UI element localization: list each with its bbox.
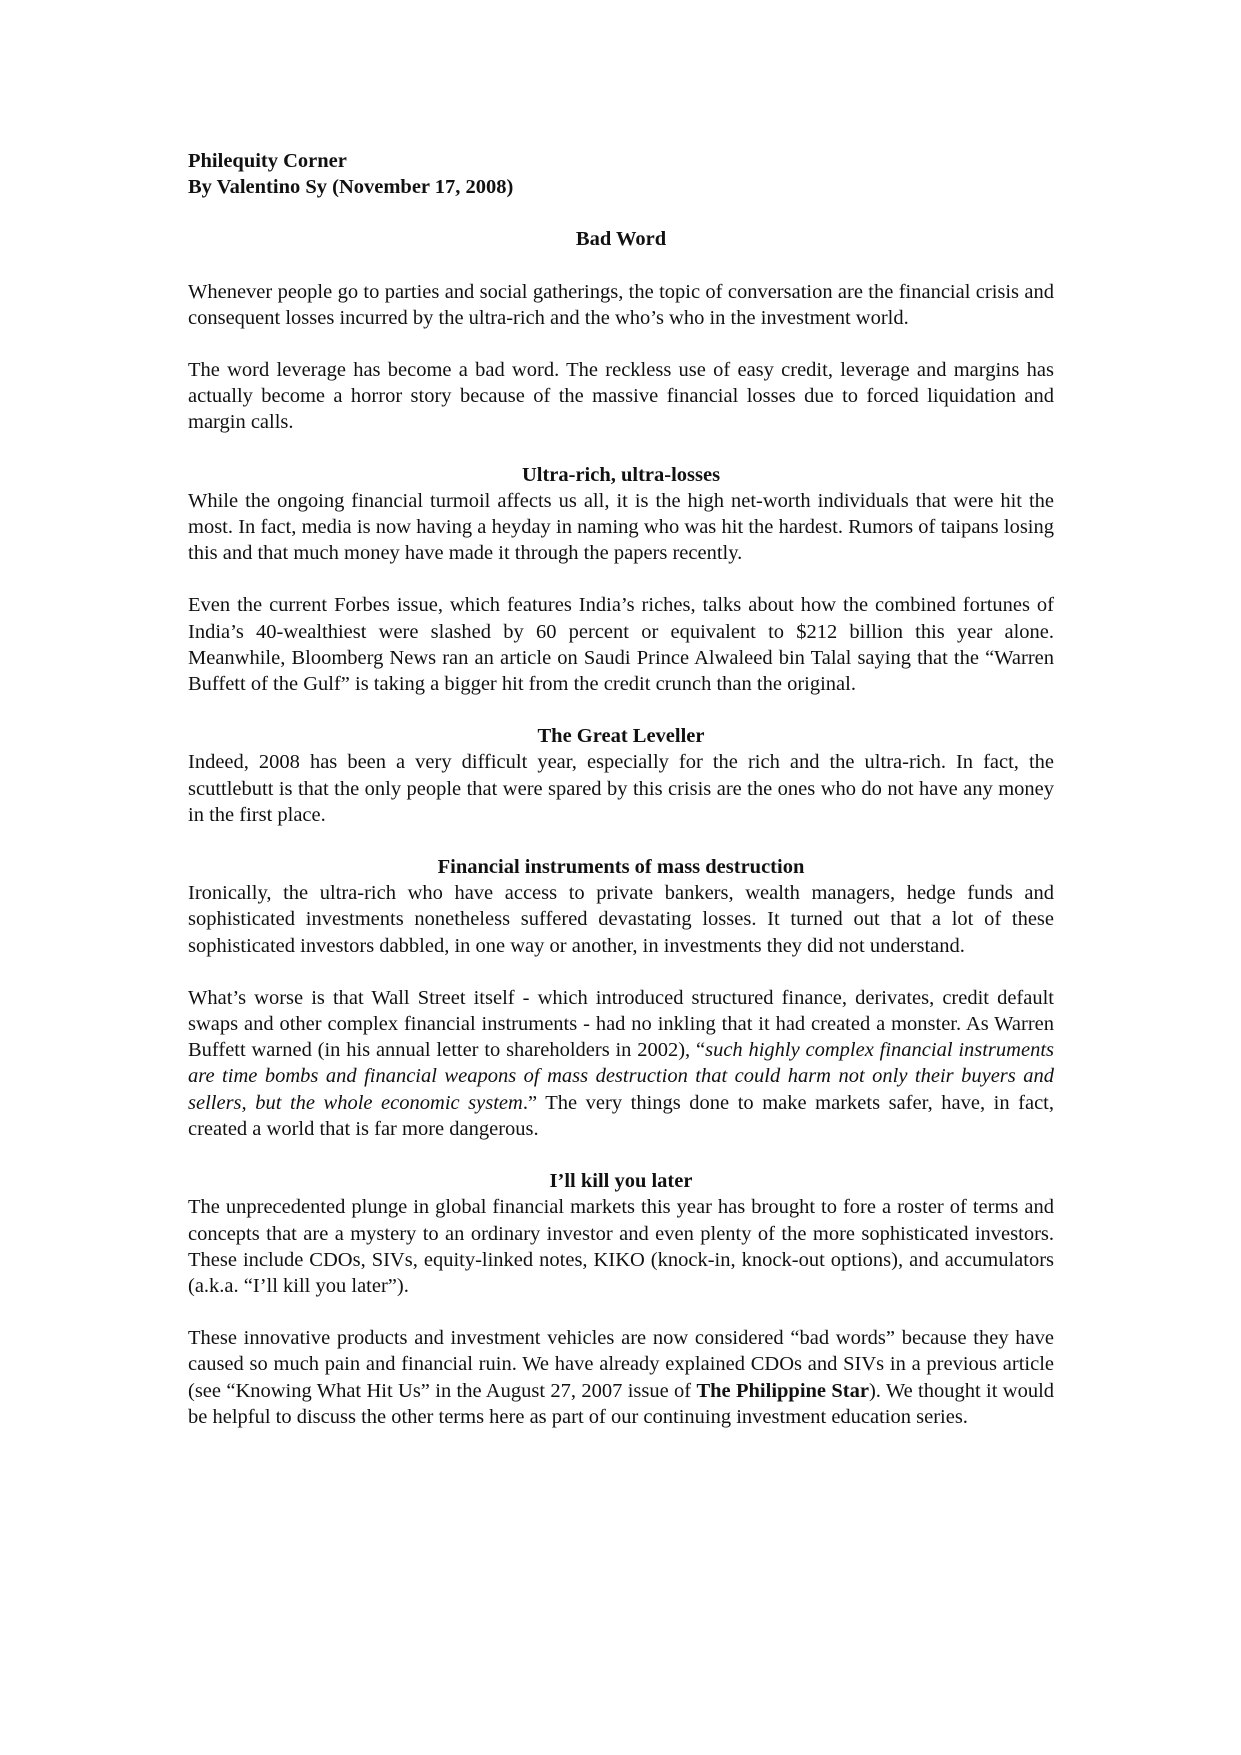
section-heading-great-leveller: The Great Leveller xyxy=(537,725,705,748)
column-name: Philequity Corner xyxy=(188,150,347,172)
section-ultra-rich-paragraph-2: Even the current Forbes issue, which features India’s riches, talks about how the combined fortunes of India’s 40-wealthiest were slashed by 60 percent or equivalent to $212 billion this year alone. Meanwhile, Bloomberg News ran an article on Saudi Prince Alwaleed bin Talal saying that the “Warren Buffett of the Gulf” is taking a bigger hit from the credit crunch than the original. xyxy=(188,594,1054,696)
buffett-quote: such highly complex financial instruments are time bombs and financial weapons of mass destruction that could harm not only their buyers and sellers, but the whole economic system xyxy=(188,1039,1054,1114)
section-mass-destruction-paragraph-2 xyxy=(188,985,1054,1142)
intro-paragraph-2: The word leverage has become a bad word. The reckless use of easy credit, leverage and margins has actually become a horror story because of the massive financial losses due to forced liquidation and margin calls. xyxy=(188,359,1054,434)
article-page xyxy=(188,148,1054,1456)
article-title: Bad Word xyxy=(575,228,667,251)
section-great-leveller-paragraph-1: Indeed, 2008 has been a very difficult year, especially for the rich and the ultra-rich. In fact, the scuttlebutt is that the only people that were spared by this crisis are the ones who do not have any money in the first place. xyxy=(188,751,1054,826)
section-heading-ultra-rich: Ultra-rich, ultra-losses xyxy=(521,463,721,486)
section-kill-you-later-paragraph-1: The unprecedented plunge in global financial markets this year has brought to fore a roster of terms and concepts that are a mystery to an ordinary investor and even plenty of the more sophisticated investors. These include CDOs, SIVs, equity-linked notes, KIKO (knock-in, knock-out options), and accumulators (a.k.a. “I’ll kill you later”). xyxy=(188,1196,1054,1297)
section-ultra-rich-paragraph-1: While the ongoing financial turmoil affects us all, it is the high net-worth individuals that were hit the most. In fact, media is now having a heyday in naming who was hit the hardest. Rumors of taipans losing this and that much money have made it through the papers recently. xyxy=(188,489,1054,565)
section-heading-kill-you-later: I’ll kill you later xyxy=(549,1170,693,1193)
section-heading-mass-destruction: Financial instruments of mass destruction xyxy=(437,856,805,879)
paragraph-text-end: ). We thought it would be helpful to discuss the other terms here as part of our continuing investment education series. xyxy=(188,1379,1055,1428)
section-kill-you-later-paragraph-2 xyxy=(188,1325,1054,1430)
paragraph-text-end: .” The very things done to make markets safer, have, in fact, created a world that is far more dangerous. xyxy=(188,1091,1054,1140)
section-mass-destruction-paragraph-1: Ironically, the ultra-rich who have access to private bankers, wealth managers, hedge funds and sophisticated investments nonetheless suffered devastating losses. It turned out that a lot of these sophisticated investors dabbled, in one way or another, in investments they did not understand. xyxy=(188,882,1054,957)
byline: By Valentino Sy (November 17, 2008) xyxy=(188,176,514,199)
publication-name: The Philippine Star xyxy=(696,1379,869,1402)
paragraph-text-start: These innovative products and investment vehicles are now considered “bad words” because they have caused so much pain and financial ruin. We have already explained CDOs and SIVs in a previous article (see “Knowing What Hit Us” in the August 27, 2007 issue of xyxy=(188,1327,1054,1402)
paragraph-text-start: What’s worse is that Wall Street itself - which introduced structured finance, derivates, credit default swaps and other complex financial instruments - had no inkling that it had created a monster. As Warren Buffett warned (in his annual letter to shareholders in 2002), “ xyxy=(188,986,1054,1062)
intro-paragraph-1: Whenever people go to parties and social gatherings, the topic of conversation are the financial crisis and consequent losses incurred by the ultra-rich and the who’s who in the investment world. xyxy=(188,280,1054,329)
